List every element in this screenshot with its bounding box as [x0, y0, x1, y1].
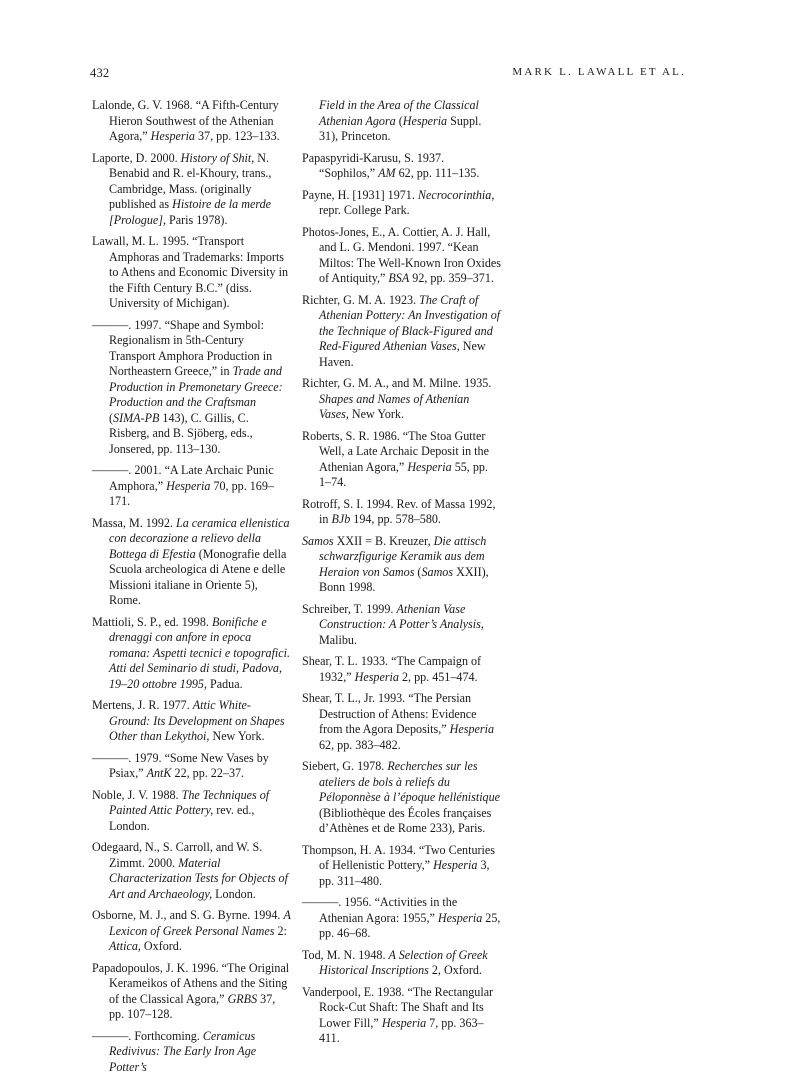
entry-italic-text: Histoire de la merde [Prologue],	[109, 197, 272, 227]
bibliography-entry	[302, 98, 502, 145]
bibliography-entry	[92, 98, 292, 145]
entry-italic-text: Die attisch schwarzfigurige Keramik aus dem Heraion von Samos	[319, 533, 487, 579]
bibliography-entry	[92, 1029, 292, 1076]
entry-text: ———. 1979. “Some New Vases by Psiax,”	[92, 750, 269, 780]
bibliography-column-left	[92, 98, 292, 1081]
entry-text: Laporte, D. 2000.	[92, 150, 181, 165]
entry-text: Vanderpool, E. 1938. “The Rectangular Rock-Cut Shaft: The Shaft and Its Lower Fill,”	[302, 984, 494, 1030]
entry-text: 2, pp. 451–474.	[398, 669, 478, 684]
entry-text: 2:	[274, 923, 287, 938]
entry-text: repr. College Park.	[319, 203, 410, 217]
bibliography-entry	[92, 463, 292, 510]
entry-italic-text: Hesperia	[381, 1015, 427, 1030]
entry-text: (	[395, 113, 403, 128]
bibliography-entry	[92, 751, 292, 782]
entry-italic-text: BSA	[388, 271, 410, 285]
entry-text: New Haven.	[319, 339, 486, 369]
entry-italic-text: Attica,	[109, 939, 141, 953]
entry-italic-text: Hesperia	[449, 722, 494, 736]
entry-text: Malibu.	[319, 632, 357, 647]
entry-italic-text: A Lexicon of Greek Personal Names	[109, 908, 291, 938]
entry-text: 70, pp. 169–171.	[109, 478, 274, 508]
entry-text: rev. ed., London.	[109, 803, 255, 833]
entry-text: 37, pp. 107–128.	[109, 991, 276, 1021]
entry-text: Rotroff, S. I. 1994. Rev. of Massa 1992, in	[302, 496, 496, 526]
entry-italic-text: Shapes and Names of Athenian Vases,	[319, 391, 470, 421]
entry-text: 2, Oxford.	[428, 963, 482, 977]
entry-text: Odegaard, N., S. Carroll, and W. S. Zimmt. 2000.	[92, 840, 263, 870]
entry-italic-text: AntK	[146, 766, 172, 780]
entry-italic-text: Hesperia	[150, 129, 195, 143]
entry-italic-text: BJb	[331, 512, 351, 526]
entry-italic-text: The Techniques of Painted Attic Pottery,	[109, 787, 270, 817]
entry-text: 22, pp. 22–37.	[171, 766, 245, 780]
bibliography-entry	[302, 188, 502, 219]
entry-text: ” (diss. University of Michigan).	[109, 280, 252, 310]
entry-text: (Bibliothèque des Écoles françaises d’Athènes et de Rome 233), Paris.	[319, 805, 492, 835]
entry-italic-text: Trade and Production in Premonetary Greece: Production and the Craftsman	[109, 364, 283, 409]
entry-text: 143), C. Gillis, C. Risberg, and B. Sjöberg, eds., Jonsered, pp. 113–130.	[109, 410, 253, 456]
bibliography-entry	[302, 985, 502, 1047]
entry-italic-text: Samos	[421, 564, 454, 579]
entry-text: Massa, M. 1992.	[92, 515, 176, 530]
bibliography-entry	[302, 497, 502, 528]
bibliography-entry	[302, 376, 502, 423]
page-number: 432	[90, 66, 110, 80]
entry-text: (	[414, 564, 422, 579]
entry-text: ———. 1956. “Activities in the Athenian Agora: 1955,”	[302, 895, 458, 925]
entry-text: N. Benabid and R. el-Khoury, trans., Cambridge, Mass. (originally published as	[109, 150, 272, 211]
entry-italic-text: Attic White-Ground: Its Development on Shapes Other than Lekythoi,	[109, 698, 285, 743]
entry-text: London.	[212, 886, 256, 901]
bibliography-entry	[302, 948, 502, 979]
entry-italic-text: Bonifiche e drenaggi con anfore in epoca romana: Aspetti tecnici e topografici. Atti del Seminario di studi, Padova, 19–20 ottobre 1995,	[109, 614, 291, 691]
entry-text: 25, pp. 46–68.	[319, 910, 501, 940]
entry-text: Mattioli, S. P., ed. 1998.	[92, 614, 212, 629]
entry-italic-text: Hesperia	[166, 478, 211, 493]
bibliography-entry	[302, 759, 502, 837]
entry-text: ———. 1997. “Shape and Symbol: Regionalism in 5th-Century Transport Amphora Production in Northeastern Greece,” in	[92, 317, 273, 378]
bibliography-entry	[92, 840, 292, 902]
entry-italic-text: Hesperia	[407, 459, 452, 474]
entry-italic-text: Necrocorinthia,	[417, 187, 495, 202]
entry-text: Siebert, G. 1978.	[302, 759, 388, 773]
entry-italic-text: Field in the Area of the Classical Athenian Agora	[319, 98, 479, 128]
entry-italic-text: A Selection of Greek Historical Inscriptions	[319, 947, 488, 977]
entry-italic-text: Ceramicus Redivivus: The Early Iron Age Potter’s	[109, 1028, 257, 1074]
entry-text: Richter, G. M. A. 1923.	[302, 292, 420, 307]
bibliography-entry	[302, 843, 502, 890]
entry-text: Suppl. 31), Princeton.	[319, 113, 482, 143]
entry-text: (Monografie della Scuola archeologica di Atene e delle Missioni italiane in Oriente 5), Rome.	[109, 546, 287, 607]
entry-italic-text: Athenian Vase Construction: A Potter’s Analysis,	[319, 601, 484, 631]
bibliography-entry	[302, 293, 502, 371]
entry-text: 62, pp. 383–482.	[319, 737, 401, 752]
bibliography-entry	[92, 908, 292, 955]
entry-text: Payne, H. [1931] 1971.	[302, 187, 418, 202]
entry-text: Papaspyridi-Karusu, S. 1937. “Sophilos,”	[302, 150, 445, 180]
entry-italic-text: Material Characterization Tests for Objects of Art and Archaeology,	[109, 855, 288, 901]
entry-text: Papadopoulos, J. K. 1996. “The Original Kerameikos of Athens and the Siting of the Classical Agora,”	[92, 960, 290, 1006]
entry-text: Oxford.	[140, 939, 182, 953]
entry-text: Lalonde, G. V. 1968. “A Fifth-Century Hieron Southwest of the Athenian Agora,”	[92, 98, 279, 143]
bibliography-entry	[302, 534, 502, 596]
bibliography-entry	[302, 429, 502, 491]
bibliography-entry	[92, 698, 292, 745]
entry-text: Richter, G. M. A., and M. Milne. 1935.	[302, 376, 492, 390]
entry-text: Mertens, J. R. 1977.	[92, 698, 193, 712]
entry-text: 37, pp. 123–133.	[194, 129, 280, 143]
entry-text: 92, pp. 359–371.	[409, 271, 494, 285]
entry-text: 55, pp. 1–74.	[319, 459, 488, 489]
entry-text: New York.	[348, 407, 405, 421]
bibliography-entry	[92, 516, 292, 609]
entry-text: Padua.	[206, 676, 243, 691]
entry-italic-text: GRBS	[227, 991, 258, 1006]
bibliography-column-right	[302, 98, 502, 1053]
bibliography-entry	[302, 151, 502, 182]
entry-italic-text: Hesperia	[437, 910, 483, 925]
bibliography-entry	[302, 654, 502, 685]
bibliography-entry	[92, 788, 292, 835]
entry-text: Lawall, M. L. 1995. “Transport Amphoras and Trademarks: Imports to Athens and Economic Diversity in the Fifth Century	[92, 234, 289, 295]
entry-italic-text: The Craft of Athenian Pottery: An Investigation of the Technique of Black-Figured and Red-Figured Athenian Vases,	[319, 292, 501, 353]
entry-text: (	[109, 410, 114, 425]
entry-text: Paris 1978).	[166, 212, 228, 227]
entry-italic-text: Hesperia	[402, 113, 448, 128]
entry-italic-text: SIMA-PB	[113, 410, 160, 425]
entry-text: XXII), Bonn 1998.	[319, 564, 489, 594]
entry-text: XXII = B. Kreuzer,	[333, 533, 434, 548]
entry-text: 3, pp. 311–480.	[319, 858, 490, 888]
entry-text: Shear, T. L. 1933. “The Campaign of 1932,”	[302, 654, 482, 684]
entry-text: Noble, J. V. 1988.	[92, 787, 182, 802]
entry-text: ———. 2001. “A Late Archaic Punic Amphora,”	[92, 463, 274, 493]
entry-text: Roberts, S. R. 1986. “The Stoa Gutter Well, a Late Archaic Deposit in the Athenian Agora,”	[302, 428, 489, 474]
bibliography-entry	[92, 151, 292, 229]
entry-text: Shear, T. L., Jr. 1993. “The Persian Destruction of Athens: Evidence from the Agora Deposits,”	[302, 691, 477, 736]
entry-text: Tod, M. N. 1948.	[302, 947, 389, 962]
entry-text: New York.	[209, 729, 265, 743]
entry-italic-text: AM	[378, 166, 396, 180]
entry-text: 7, pp. 363–411.	[319, 1015, 484, 1045]
bibliography-entry	[302, 602, 502, 649]
entry-italic-text: History of Shit,	[180, 150, 255, 165]
bibliography-entry	[302, 225, 502, 287]
running-head: MARK L. LAWALL ET AL.	[512, 66, 686, 78]
bibliography-entry	[92, 318, 292, 458]
bibliography-entry	[302, 895, 502, 942]
entry-text: 194, pp. 578–580.	[350, 512, 441, 526]
entry-italic-text: Samos	[302, 533, 334, 548]
entry-text: Osborne, M. J., and S. G. Byrne. 1994.	[92, 908, 284, 922]
entry-italic-text: Hesperia	[433, 858, 478, 872]
entry-text: 62, pp. 111–135.	[395, 166, 480, 180]
bibliography-entry	[302, 691, 502, 753]
entry-italic-text: La ceramica ellenistica con decorazione a relievo della Bottega di Efestia	[109, 515, 290, 561]
entry-text: Thompson, H. A. 1934. “Two Centuries of Hellenistic Pottery,”	[302, 842, 495, 872]
entry-text: Photos-Jones, E., A. Cottier, A. J. Hall, and L. G. Mendoni. 1997. “Kean Miltos: The Well-Known Iron Oxides of Antiquity,”	[302, 224, 501, 285]
entry-smallcaps-text: B.C.	[195, 280, 218, 295]
bibliography-entry	[92, 615, 292, 693]
bibliography-entry	[92, 234, 292, 312]
entry-italic-text: Hesperia	[354, 669, 399, 684]
entry-italic-text: Recherches sur les ateliers de bols à reliefs du Péloponnèse à l’époque hellénistique	[319, 759, 501, 804]
entry-text: Schreiber, T. 1999.	[302, 601, 397, 616]
entry-text: ———. Forthcoming.	[92, 1028, 203, 1043]
bibliography-entry	[92, 961, 292, 1023]
